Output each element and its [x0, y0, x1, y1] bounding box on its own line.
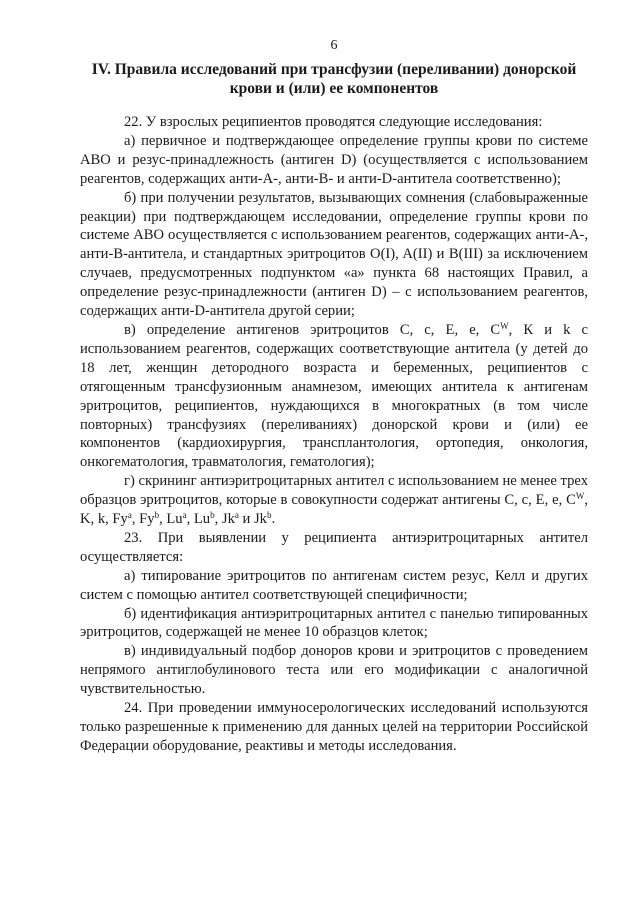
text-run: , Lu — [159, 511, 183, 528]
text-run: , K, k, Fy — [80, 492, 588, 528]
text-run: , К и k с использованием реагентов, содержащих соответствующие антитела (у детей до 18 лет, женщин детородного возраста и беременных, реципиентов с отягощенным трансфузионным анамнезом, имеющих антитела к антигенам эритроцитов, реципиентов, нуждающихся в многократных (в том числе повторных) трансфузиях (переливаниях) донорской крови и (или) ее компонентов (кардиохирургия, трансплантология, ортопедия, онкология, онкогематология, травматология, гематология); — [80, 321, 589, 471]
superscript: b — [210, 510, 215, 521]
superscript: a — [182, 510, 187, 521]
paragraph-23: 23. При выявлении у реципиента антиэритроцитарных антител осуществляется: — [80, 529, 588, 565]
superscript: a — [234, 510, 239, 521]
text-run: в) определение антигенов эритроцитов С, с, Е, е, С — [124, 321, 501, 338]
page-number: 6 — [330, 38, 338, 53]
section-title: IV. Правила исследований при трансфузии (переливании) донорской крови и (или) ее компонентов — [91, 61, 577, 97]
superscript: a — [127, 510, 132, 521]
paragraph-22-g — [80, 472, 588, 529]
paragraph-22-a: а) первичное и подтверждающее определение группы крови по системе АВО и резус-принадлежность (антиген D) (осуществляется с использованием реагентов, содержащих анти-А-, анти-В- и анти-D-антитела соответственно); — [80, 132, 588, 187]
text-run: г) скрининг антиэритроцитарных антител с использованием не менее трех образцов эритроцитов, которые в совокупности содержат антигены С, с, Е, е, С — [80, 473, 588, 509]
text-run: , Lu — [186, 511, 211, 528]
paragraph-22-v — [80, 321, 588, 472]
paragraph-23-a: а) типирование эритроцитов по антигенам систем резус, Келл и других систем с помощью антител соответствующей специфичности; — [80, 567, 588, 603]
paragraph-23-b: б) идентификация антиэритроцитарных антител с панелью типированных эритроцитов, содержащей не менее 10 образцов клеток; — [80, 605, 588, 641]
text-run: . — [271, 511, 276, 528]
paragraph-23-v: в) индивидуальный подбор доноров крови и эритроцитов с проведением непрямого антиглобулинового теста или его модификации с аналогичной чувствительностью. — [80, 643, 588, 698]
text-run: , Jk — [214, 511, 235, 528]
text-run: , Fy — [131, 511, 155, 528]
paragraph-24: 24. При проведении иммуносерологических исследований используются только разрешенные к применению для данных целей на территории Российской Федерации оборудование, реактивы и методы исследования. — [80, 700, 588, 754]
text-run: и Jk — [238, 511, 267, 528]
superscript: W — [575, 491, 585, 502]
superscript: b — [154, 510, 160, 521]
paragraph-22: 22. У взрослых реципиентов проводятся следующие исследования: — [124, 114, 543, 130]
paragraph-22-b: б) при получении результатов, вызывающих сомнения (слабовыраженные реакции) при подтверждающем исследовании, определение группы крови по системе АВО осуществляется с использованием реагентов, содержащих анти-А-, анти-В-антитела, и стандартных эритроцитов O(I), A(II) и B(III) за исключением случаев, предусмотренных подпунктом «а» пункта 68 настоящих Правил, а определение резус-принадлежности (антиген D) – с использованием реагентов, содержащих анти-D-антитела другой серии; — [80, 189, 588, 320]
superscript: b — [266, 510, 272, 521]
superscript: W — [500, 320, 509, 331]
